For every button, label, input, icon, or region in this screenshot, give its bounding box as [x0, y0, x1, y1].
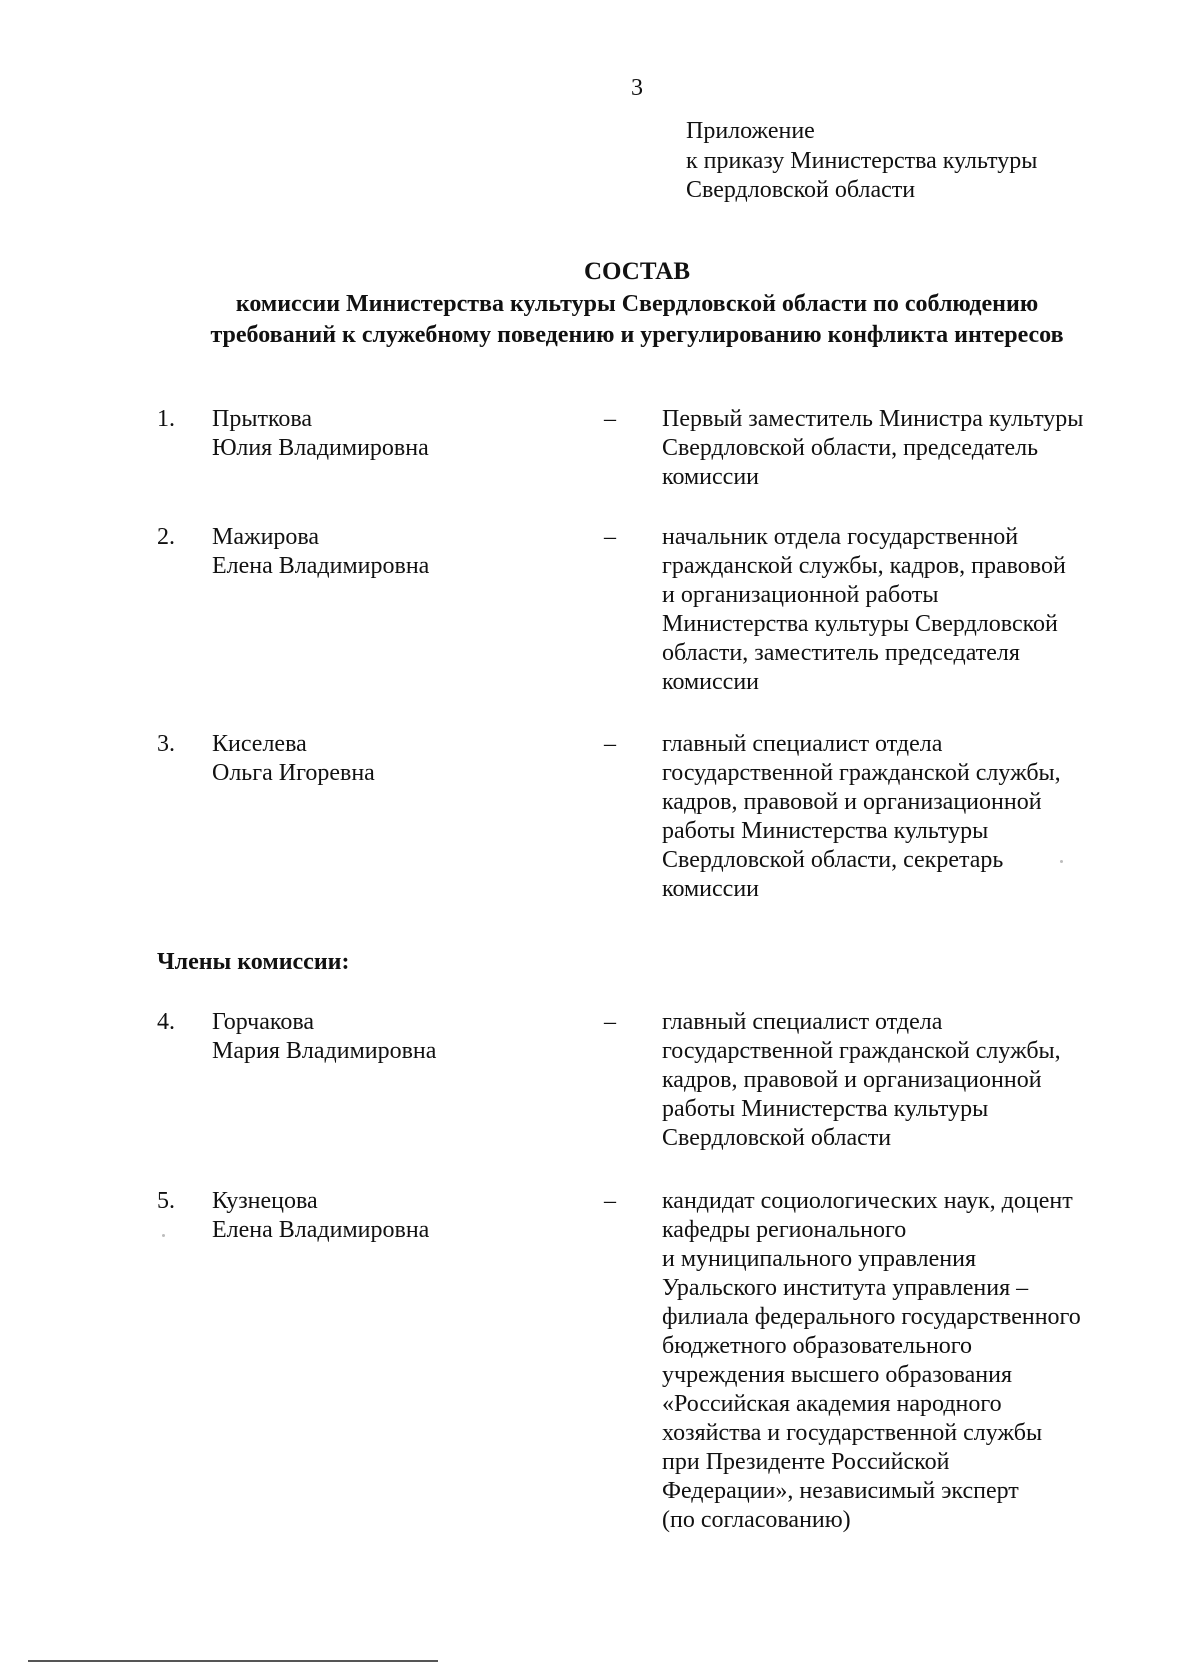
- member-role: [662, 1008, 1132, 1153]
- member-given-names: Елена Владимировна: [212, 1217, 430, 1243]
- dash-separator: –: [604, 1188, 616, 1214]
- role-line: государственной гражданской службы,: [662, 1038, 1061, 1064]
- member-name: [212, 405, 572, 463]
- subtitle-line: требований к служебному поведению и урегулированию конфликта интересов: [210, 322, 1064, 348]
- role-line: «Российская академия народного: [662, 1391, 1002, 1417]
- member-surname: Мажирова: [212, 524, 320, 550]
- member-number: 5.: [157, 1188, 175, 1214]
- appendix-line: Приложение: [686, 118, 815, 144]
- role-line: главный специалист отдела: [662, 1009, 943, 1035]
- appendix-line: к приказу Министерства культуры: [686, 147, 1038, 174]
- role-line: главный специалист отдела: [662, 731, 943, 757]
- member-surname: Кузнецова: [212, 1188, 318, 1214]
- member-surname: Прыткова: [212, 406, 313, 432]
- role-line: при Президенте Российской: [662, 1449, 950, 1475]
- member-given-names: Ольга Игоревна: [212, 760, 375, 786]
- role-line: хозяйства и государственной службы: [662, 1420, 1043, 1446]
- role-line: Свердловской области, секретарь: [662, 847, 1004, 873]
- member-name: [212, 1187, 572, 1245]
- member-number: 4.: [157, 1009, 175, 1035]
- members-heading: Члены комиссии:: [157, 949, 350, 975]
- role-line: комиссии: [662, 464, 760, 490]
- role-line: области, заместитель председателя: [662, 640, 1020, 666]
- member-given-names: Юлия Владимировна: [212, 435, 429, 461]
- role-line: начальник отдела государственной: [662, 524, 1019, 550]
- role-line: Свердловской области, председатель: [662, 435, 1039, 461]
- appendix-line: Свердловской области: [686, 177, 916, 203]
- document-title: СОСТАВ: [583, 258, 691, 285]
- member-surname: Горчакова: [212, 1009, 314, 1035]
- role-line: и организационной работы: [662, 582, 939, 608]
- role-line: кандидат социологических наук, доцент: [662, 1188, 1073, 1214]
- role-line: работы Министерства культуры: [662, 818, 989, 844]
- member-role: [662, 1187, 1132, 1535]
- role-line: Федерации», независимый эксперт: [662, 1478, 1019, 1504]
- dash-separator: –: [604, 524, 616, 550]
- role-line: филиала федерального государственного: [662, 1304, 1081, 1330]
- dash-separator: –: [604, 406, 616, 432]
- role-line: кадров, правовой и организационной: [662, 1067, 1042, 1093]
- role-line: бюджетного образовательного: [662, 1333, 973, 1359]
- member-role: [662, 405, 1132, 492]
- dash-separator: –: [604, 1009, 616, 1035]
- member-number: 2.: [157, 524, 175, 550]
- role-line: государственной гражданской службы,: [662, 760, 1061, 786]
- role-line: кафедры регионального: [662, 1217, 907, 1243]
- scan-speck: [1060, 860, 1063, 863]
- scan-speck: [162, 1234, 165, 1237]
- member-role: [662, 730, 1132, 904]
- role-line: Первый заместитель Министра культуры: [662, 406, 1084, 432]
- role-line: комиссии: [662, 876, 760, 902]
- member-name: [212, 730, 572, 788]
- role-line: комиссии: [662, 669, 760, 695]
- member-surname: Киселева: [212, 731, 307, 757]
- member-role: [662, 523, 1132, 697]
- role-line: Министерства культуры Свердловской: [662, 611, 1058, 637]
- role-line: Уральского института управления –: [662, 1275, 1029, 1301]
- document-subtitle: [120, 289, 1154, 351]
- role-line: Свердловской области: [662, 1125, 892, 1151]
- role-line: и муниципального управления: [662, 1246, 976, 1272]
- role-line: учреждения высшего образования: [662, 1362, 1012, 1388]
- member-number: 3.: [157, 731, 175, 757]
- role-line: (по согласованию): [662, 1507, 851, 1533]
- member-name: [212, 523, 572, 581]
- subtitle-line: комиссии Министерства культуры Свердловской области по соблюдению: [235, 291, 1039, 317]
- member-given-names: Елена Владимировна: [212, 553, 430, 579]
- member-number: 1.: [157, 406, 175, 432]
- role-line: работы Министерства культуры: [662, 1096, 989, 1122]
- role-line: кадров, правовой и организационной: [662, 789, 1042, 815]
- member-name: [212, 1008, 572, 1066]
- member-given-names: Мария Владимировна: [212, 1038, 437, 1064]
- dash-separator: –: [604, 731, 616, 757]
- appendix-block: [686, 117, 1126, 206]
- bottom-scan-line: [28, 1660, 438, 1662]
- page-number: 3: [631, 75, 643, 101]
- role-line: гражданской службы, кадров, правовой: [662, 553, 1066, 579]
